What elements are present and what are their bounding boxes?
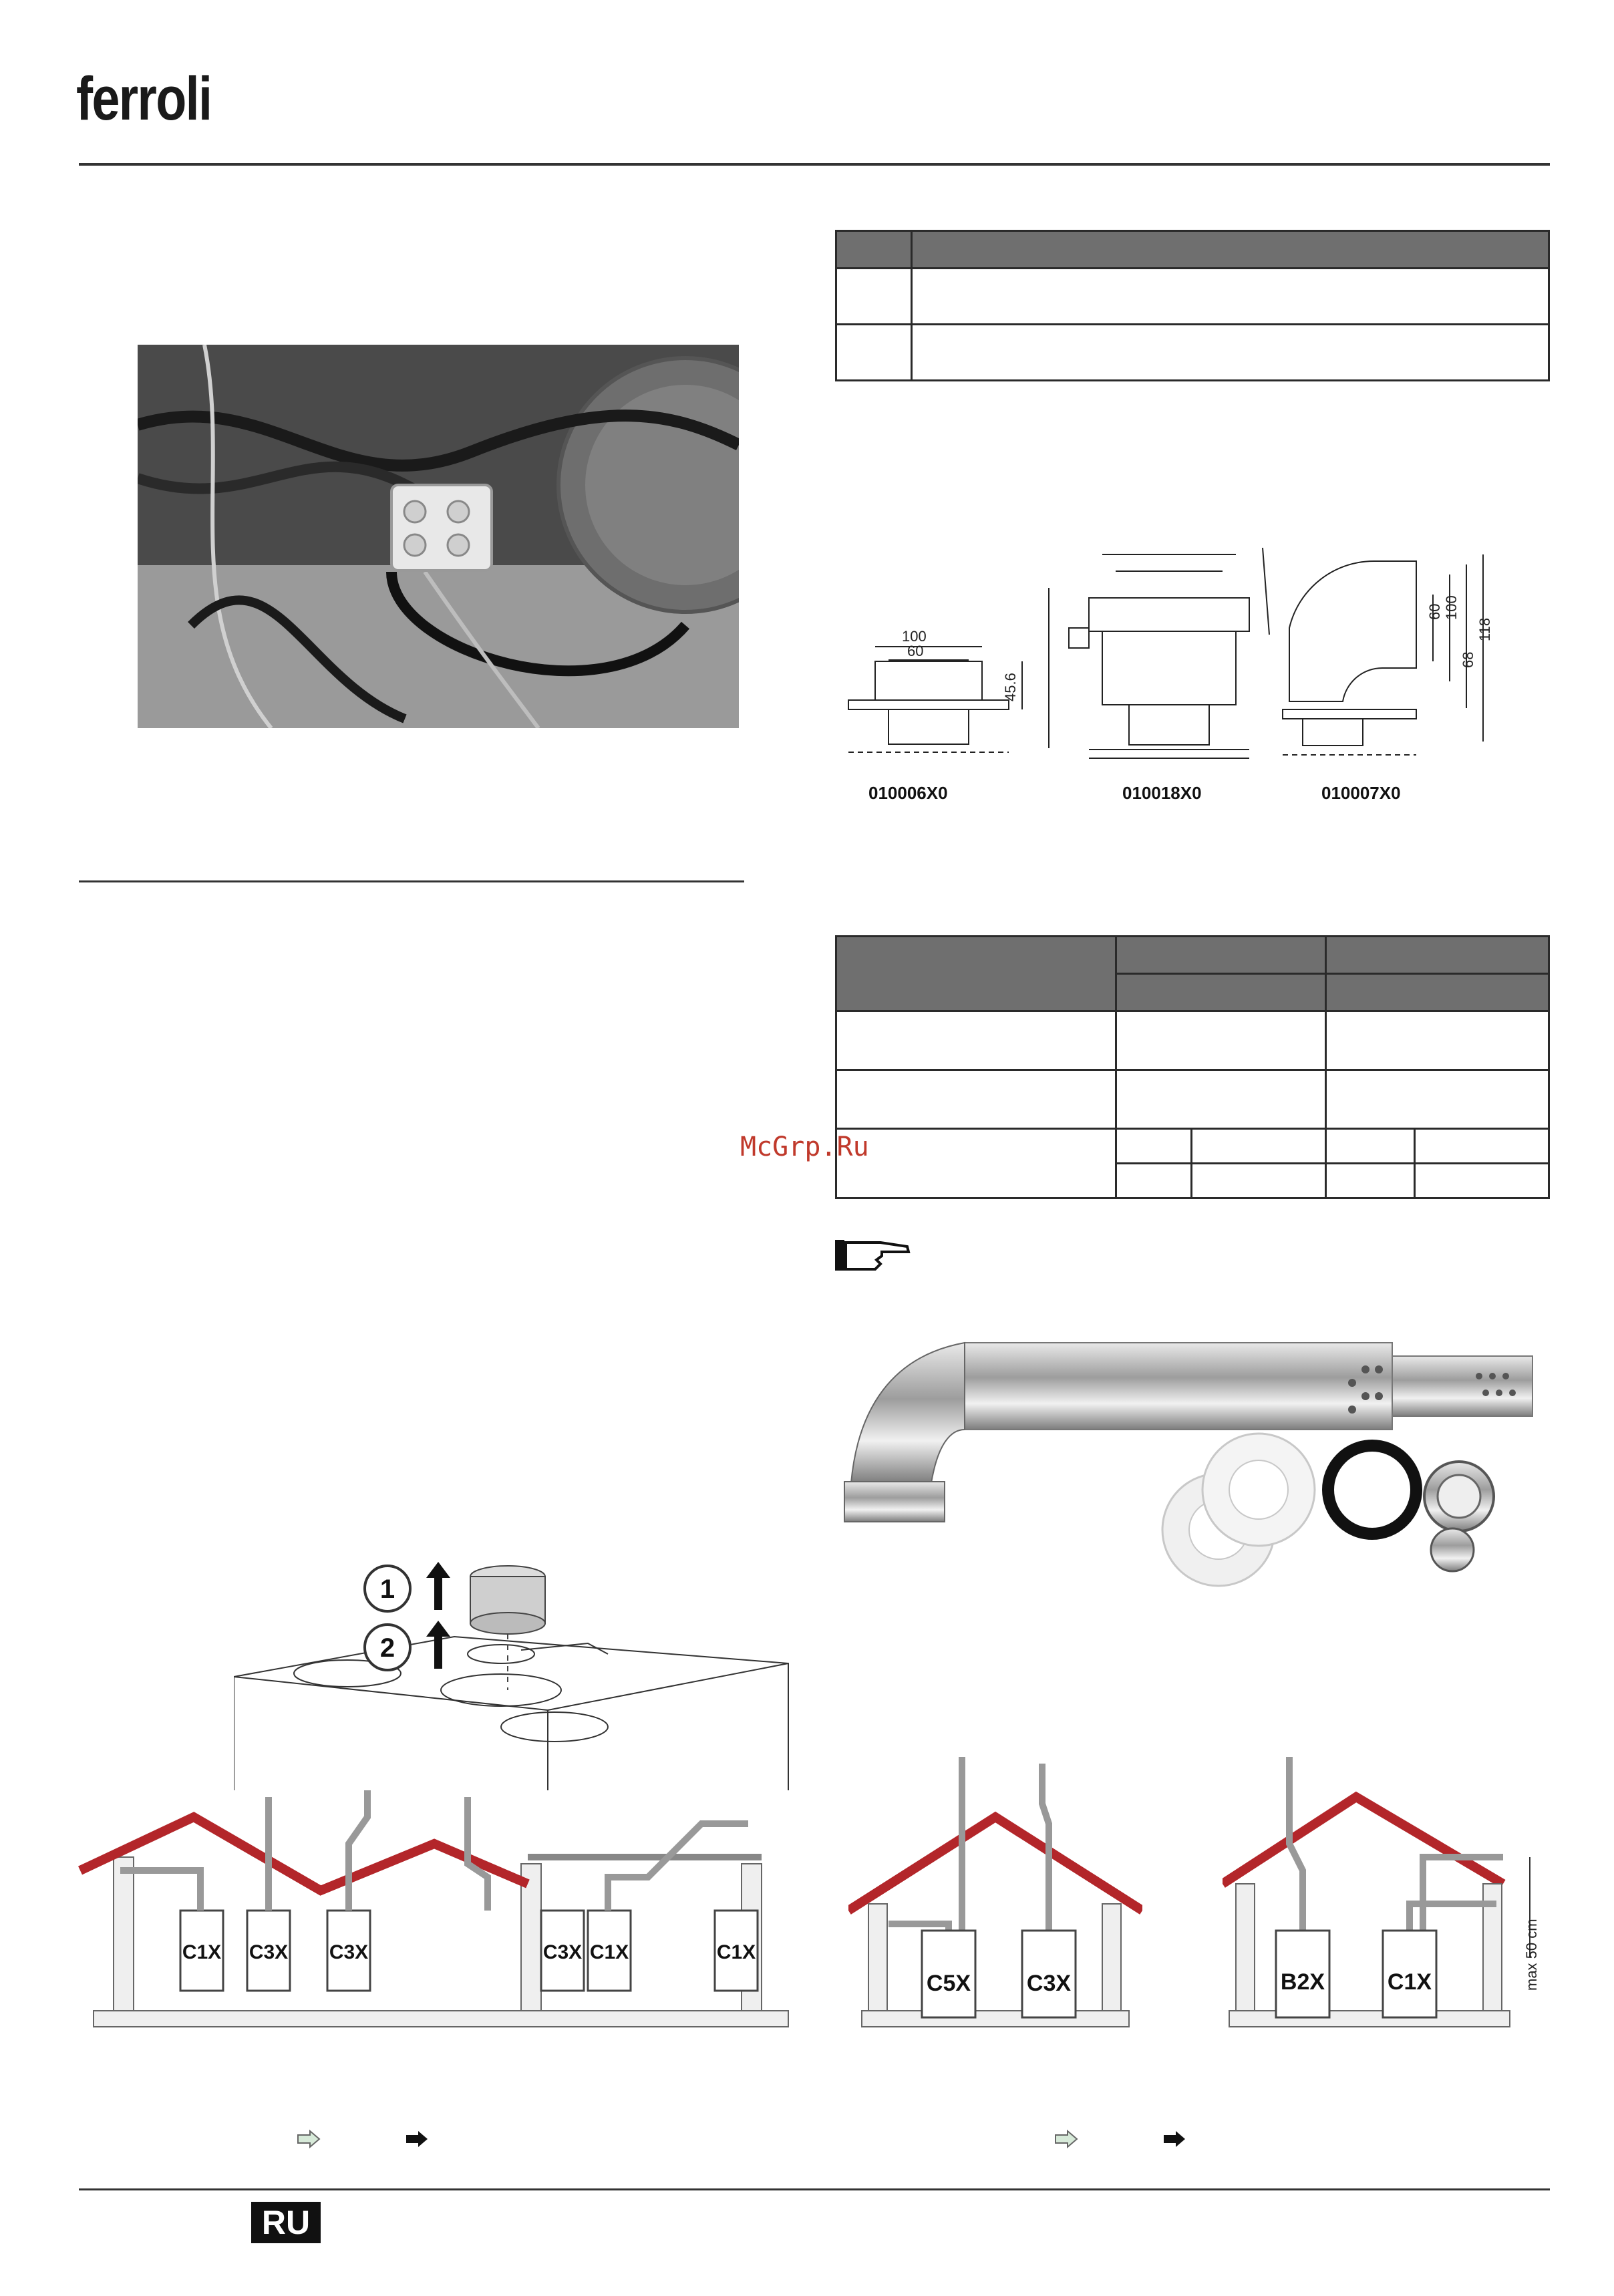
dim-label: 118	[1476, 617, 1493, 641]
language-badge: RU	[251, 2202, 321, 2243]
boiler-assembly-drawing	[234, 1536, 808, 1790]
flue-kit-photo	[838, 1329, 1553, 1597]
table-cell	[1116, 1164, 1192, 1198]
footer-rule	[79, 2188, 1550, 2190]
part-code-010018x0: 010018X0	[1122, 783, 1202, 803]
part-010006x0-drawing	[848, 647, 1022, 752]
part-010007x0-drawing	[1283, 554, 1483, 755]
installation-diagram-right-b	[1223, 1737, 1550, 2031]
pointing-hand-icon	[834, 1233, 914, 1276]
dim-label: 60	[907, 643, 924, 659]
flue-type-label: C1X	[716, 1941, 756, 1963]
air-intake-arrow-icon	[298, 2131, 319, 2147]
flue-type-label: C3X	[329, 1941, 369, 1963]
section-rule	[79, 880, 744, 882]
flue-type-label: B2X	[1280, 1969, 1325, 1995]
watermark: McGrp.Ru	[740, 1132, 869, 1162]
table-cell	[912, 325, 1549, 381]
table-cell	[836, 269, 912, 325]
step-2-marker	[365, 1621, 450, 1670]
table-cell	[1326, 1164, 1415, 1198]
table-cell	[1192, 1164, 1326, 1198]
flue-type-label: C1X	[589, 1941, 629, 1963]
table-cell	[912, 269, 1549, 325]
flue-type-label: C1X	[182, 1941, 222, 1963]
top-right-table	[835, 230, 1550, 381]
adapter-ring	[470, 1566, 545, 1690]
table-header-cell	[1326, 937, 1549, 974]
table-cell	[1326, 1129, 1415, 1164]
table-header-cell	[912, 231, 1549, 269]
table-cell	[836, 325, 912, 381]
exhaust-arrow-icon	[406, 2131, 428, 2147]
flue-type-label: C1X	[1387, 1969, 1432, 1995]
installation-diagram-left	[73, 1777, 815, 2031]
table-cell	[1415, 1129, 1549, 1164]
table-cell	[1415, 1164, 1549, 1198]
flue-type-label: C3X	[542, 1941, 583, 1963]
dim-label: 60	[1426, 603, 1443, 620]
wiring-photo-illustration	[138, 345, 739, 728]
table-header-cell	[836, 937, 1116, 1011]
legend-right	[1052, 2128, 1198, 2150]
exhaust-arrow-icon	[1164, 2131, 1185, 2147]
wiring-photo	[138, 345, 739, 728]
table-header-cell	[836, 231, 912, 269]
max-distance-note: max 50 cm	[1523, 1919, 1540, 1991]
dim-label: 45.6	[1002, 673, 1019, 701]
table-cell	[836, 1129, 1116, 1198]
svg-text:2: 2	[379, 1633, 395, 1663]
dim-label: 100	[1443, 595, 1460, 620]
flue-type-label: C3X	[249, 1941, 289, 1963]
svg-text:1: 1	[379, 1575, 395, 1604]
mid-right-table	[835, 935, 1550, 1199]
table-cell	[1326, 1070, 1549, 1129]
table-cell	[836, 1011, 1116, 1070]
table-cell	[1116, 1070, 1326, 1129]
table-cell	[1116, 1011, 1326, 1070]
table-cell	[1116, 1129, 1192, 1164]
step-1-marker	[365, 1562, 450, 1611]
table-cell	[1192, 1129, 1326, 1164]
installation-diagram-right-a	[848, 1737, 1142, 2031]
table-header-cell	[1326, 974, 1549, 1011]
table-header-cell	[1116, 974, 1326, 1011]
table-cell	[836, 1070, 1116, 1129]
brand-logo: ferroli	[76, 65, 212, 133]
dim-label: 68	[1460, 651, 1476, 668]
header-rule	[79, 163, 1550, 166]
part-code-010007x0: 010007X0	[1321, 783, 1401, 803]
table-cell	[1326, 1011, 1549, 1070]
dim-label: 100	[902, 628, 927, 645]
flue-type-label: C3X	[1026, 1971, 1072, 1996]
parts-technical-drawing	[822, 534, 1563, 815]
part-code-010006x0: 010006X0	[868, 783, 948, 803]
air-intake-arrow-icon	[1056, 2131, 1077, 2147]
flue-type-label: C5X	[926, 1971, 971, 1996]
part-010018x0-drawing	[1049, 548, 1269, 758]
table-header-cell	[1116, 937, 1326, 974]
legend-left	[294, 2128, 441, 2150]
